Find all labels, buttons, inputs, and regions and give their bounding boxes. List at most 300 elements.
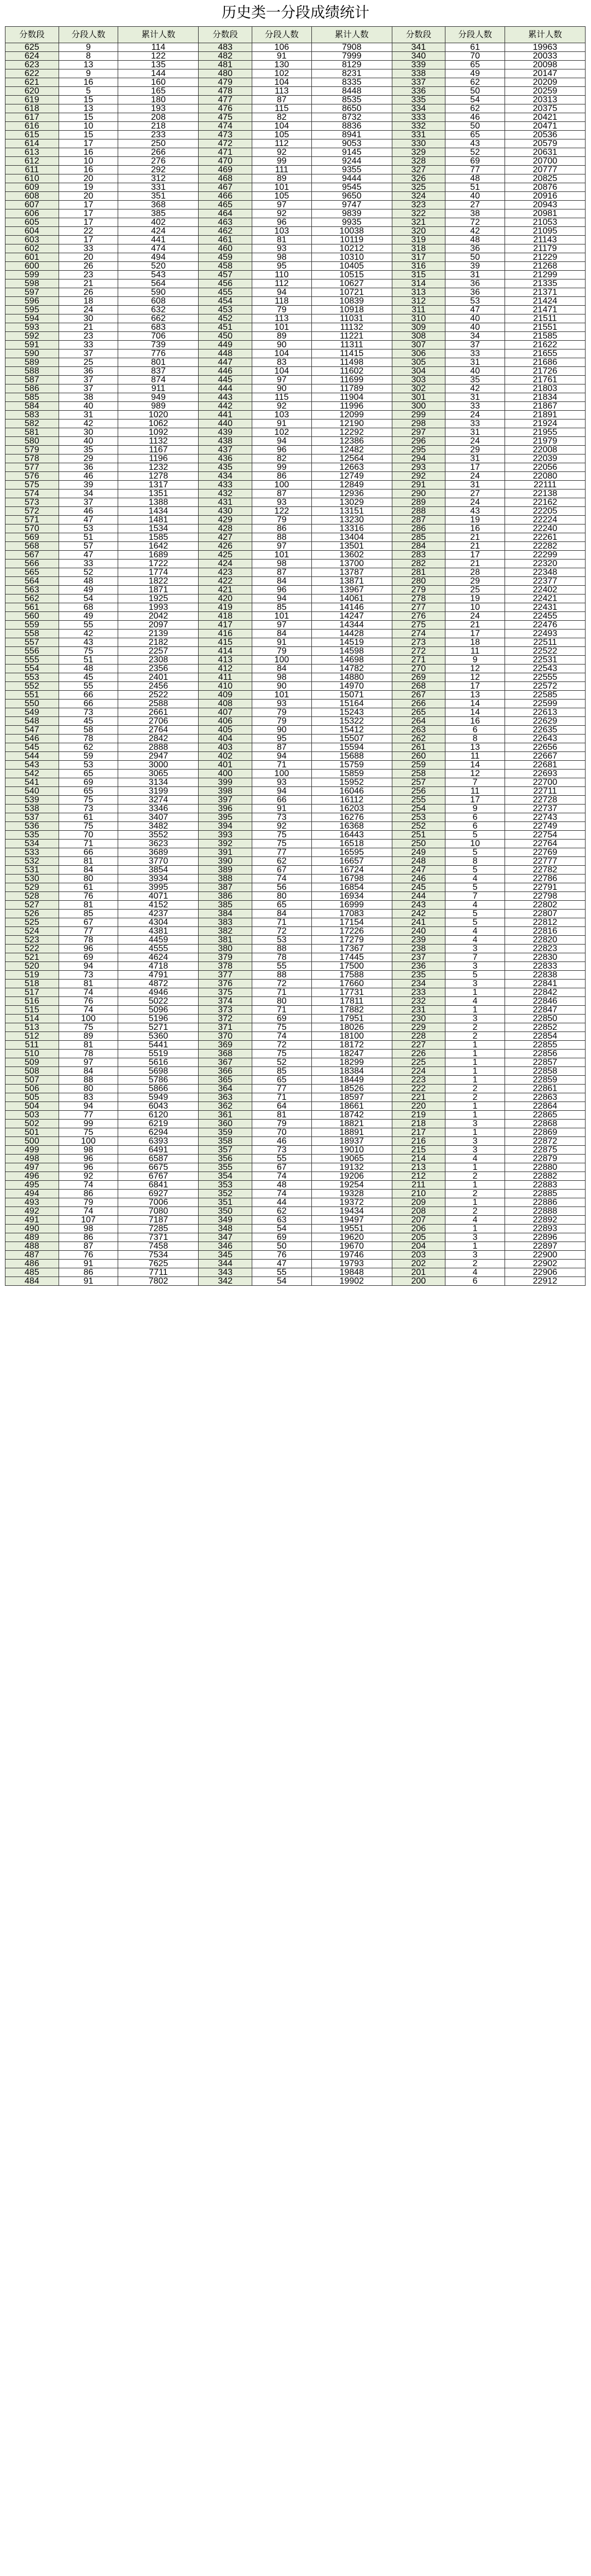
cumulative-cell: 331	[118, 183, 199, 192]
count-cell: 98	[59, 1146, 118, 1155]
count-cell: 62	[252, 1207, 311, 1216]
cumulative-cell: 706	[118, 332, 199, 341]
cumulative-cell: 12099	[311, 411, 392, 419]
count-cell: 64	[252, 1102, 311, 1111]
count-cell: 20	[59, 253, 118, 262]
score-cell: 449	[199, 341, 252, 349]
count-cell: 42	[445, 227, 505, 236]
score-cell: 412	[199, 665, 252, 673]
score-cell: 525	[5, 918, 59, 927]
count-cell: 73	[252, 813, 311, 822]
table-row	[5, 1041, 586, 1050]
score-cell: 587	[5, 376, 59, 384]
count-cell: 21	[445, 560, 505, 568]
count-cell: 16	[445, 717, 505, 726]
count-cell: 100	[252, 770, 311, 778]
table-row	[5, 560, 586, 568]
cumulative-cell: 22455	[505, 612, 586, 621]
count-cell: 115	[252, 104, 311, 113]
count-cell: 20	[59, 192, 118, 201]
score-cell: 291	[392, 481, 445, 489]
count-cell: 91	[59, 1260, 118, 1268]
cumulative-cell: 19010	[311, 1146, 392, 1155]
score-cell: 599	[5, 271, 59, 279]
score-cell: 353	[199, 1181, 252, 1190]
score-cell: 427	[199, 533, 252, 542]
cumulative-cell: 12190	[311, 419, 392, 428]
count-cell: 76	[252, 1251, 311, 1260]
cumulative-cell: 402	[118, 218, 199, 227]
count-cell: 3	[445, 980, 505, 988]
cumulative-cell: 9747	[311, 201, 392, 209]
score-cell: 577	[5, 463, 59, 472]
count-cell: 74	[59, 1006, 118, 1015]
cumulative-cell: 564	[118, 279, 199, 288]
count-cell: 77	[252, 1085, 311, 1093]
score-cell: 225	[392, 1058, 445, 1067]
count-cell: 91	[252, 52, 311, 61]
table-row	[5, 962, 586, 971]
cumulative-cell: 7187	[118, 1216, 199, 1225]
table-row	[5, 1155, 586, 1163]
count-cell: 105	[252, 192, 311, 201]
count-cell: 21	[445, 533, 505, 542]
cumulative-cell: 22886	[505, 1198, 586, 1207]
count-cell: 74	[59, 988, 118, 997]
cumulative-cell: 22892	[505, 1216, 586, 1225]
score-cell: 618	[5, 104, 59, 113]
score-cell: 286	[392, 524, 445, 533]
count-cell: 58	[59, 726, 118, 735]
score-cell: 379	[199, 953, 252, 962]
cumulative-cell: 20579	[505, 139, 586, 148]
cumulative-cell: 22572	[505, 682, 586, 691]
score-cell: 221	[392, 1093, 445, 1102]
count-cell: 5	[445, 866, 505, 875]
cumulative-cell: 1232	[118, 463, 199, 472]
cumulative-cell: 8650	[311, 104, 392, 113]
score-cell: 513	[5, 1023, 59, 1032]
score-cell: 570	[5, 524, 59, 533]
table-row	[5, 857, 586, 866]
count-cell: 94	[252, 595, 311, 603]
score-cell: 429	[199, 516, 252, 524]
score-cell: 257	[392, 778, 445, 787]
count-cell: 1	[445, 1041, 505, 1050]
header-count: 分段人数	[252, 27, 311, 43]
count-cell: 9	[445, 805, 505, 813]
count-cell: 87	[252, 96, 311, 104]
cumulative-cell: 19497	[311, 1216, 392, 1225]
table-row	[5, 1277, 586, 1286]
cumulative-cell: 10119	[311, 236, 392, 244]
score-cell: 619	[5, 96, 59, 104]
score-cell: 380	[199, 945, 252, 953]
cumulative-cell: 19902	[311, 1277, 392, 1286]
cumulative-cell: 2042	[118, 612, 199, 621]
cumulative-cell: 11904	[311, 393, 392, 402]
score-cell: 388	[199, 875, 252, 883]
count-cell: 42	[59, 419, 118, 428]
cumulative-cell: 20313	[505, 96, 586, 104]
count-cell: 93	[252, 244, 311, 253]
score-cell: 467	[199, 183, 252, 192]
count-cell: 96	[59, 1163, 118, 1172]
cumulative-cell: 15243	[311, 708, 392, 717]
score-cell: 553	[5, 673, 59, 682]
score-cell: 303	[392, 376, 445, 384]
count-cell: 61	[59, 883, 118, 892]
cumulative-cell: 21143	[505, 236, 586, 244]
score-cell: 350	[199, 1207, 252, 1216]
score-cell: 578	[5, 454, 59, 463]
score-cell: 493	[5, 1198, 59, 1207]
count-cell: 24	[445, 411, 505, 419]
cumulative-cell: 22711	[505, 787, 586, 796]
cumulative-cell: 5698	[118, 1067, 199, 1076]
score-cell: 267	[392, 691, 445, 700]
score-cell: 397	[199, 796, 252, 805]
score-cell: 270	[392, 665, 445, 673]
count-cell: 1	[445, 1006, 505, 1015]
count-cell: 31	[445, 454, 505, 463]
table-row	[5, 770, 586, 778]
cumulative-cell: 22700	[505, 778, 586, 787]
count-cell: 5	[59, 87, 118, 96]
cumulative-cell: 14247	[311, 612, 392, 621]
score-cell: 218	[392, 1120, 445, 1128]
count-cell: 79	[252, 717, 311, 726]
score-cell: 547	[5, 726, 59, 735]
score-cell: 232	[392, 997, 445, 1006]
score-cell: 367	[199, 1058, 252, 1067]
count-cell: 46	[445, 113, 505, 122]
cumulative-cell: 17660	[311, 980, 392, 988]
count-cell: 40	[445, 192, 505, 201]
count-cell: 2	[445, 1093, 505, 1102]
count-cell: 72	[252, 927, 311, 936]
cumulative-cell: 21424	[505, 297, 586, 306]
score-cell: 574	[5, 489, 59, 498]
cumulative-cell: 22056	[505, 463, 586, 472]
count-cell: 40	[59, 402, 118, 411]
count-cell: 100	[59, 1137, 118, 1146]
count-cell: 75	[252, 1023, 311, 1032]
count-cell: 1	[445, 1225, 505, 1233]
cumulative-cell: 20916	[505, 192, 586, 201]
cumulative-cell: 2456	[118, 682, 199, 691]
score-cell: 454	[199, 297, 252, 306]
cumulative-cell: 3552	[118, 831, 199, 840]
count-cell: 33	[59, 560, 118, 568]
count-cell: 86	[59, 1190, 118, 1198]
cumulative-cell: 351	[118, 192, 199, 201]
score-cell: 352	[199, 1190, 252, 1198]
cumulative-cell: 10310	[311, 253, 392, 262]
cumulative-cell: 17588	[311, 971, 392, 980]
count-cell: 98	[59, 1225, 118, 1233]
count-cell: 81	[59, 980, 118, 988]
count-cell: 84	[59, 1067, 118, 1076]
header-row	[5, 27, 586, 43]
score-cell: 274	[392, 630, 445, 638]
table-body	[5, 43, 586, 1286]
score-cell: 465	[199, 201, 252, 209]
score-cell: 487	[5, 1251, 59, 1260]
table-row	[5, 419, 586, 428]
cumulative-cell: 22857	[505, 1058, 586, 1067]
cumulative-cell: 10038	[311, 227, 392, 236]
count-cell: 86	[252, 524, 311, 533]
table-row	[5, 673, 586, 682]
cumulative-cell: 19746	[311, 1251, 392, 1260]
score-cell: 409	[199, 691, 252, 700]
score-cell: 498	[5, 1155, 59, 1163]
cumulative-cell: 20700	[505, 157, 586, 166]
count-cell: 19	[445, 516, 505, 524]
count-cell: 74	[59, 1207, 118, 1216]
score-cell: 346	[199, 1242, 252, 1251]
table-row	[5, 603, 586, 612]
score-cell: 264	[392, 717, 445, 726]
count-cell: 56	[252, 883, 311, 892]
cumulative-cell: 22816	[505, 927, 586, 936]
count-cell: 5	[445, 831, 505, 840]
table-row	[5, 1268, 586, 1277]
cumulative-cell: 22613	[505, 708, 586, 717]
cumulative-cell: 1351	[118, 489, 199, 498]
score-cell: 529	[5, 883, 59, 892]
count-cell: 14	[445, 708, 505, 717]
cumulative-cell: 22511	[505, 638, 586, 647]
count-cell: 69	[252, 1233, 311, 1242]
cumulative-cell: 18384	[311, 1067, 392, 1076]
cumulative-cell: 5271	[118, 1023, 199, 1032]
cumulative-cell: 8448	[311, 87, 392, 96]
count-cell: 4	[445, 1216, 505, 1225]
cumulative-cell: 18526	[311, 1085, 392, 1093]
cumulative-cell: 4381	[118, 927, 199, 936]
count-cell: 16	[445, 524, 505, 533]
cumulative-cell: 160	[118, 78, 199, 87]
count-cell: 1	[445, 1058, 505, 1067]
score-cell: 440	[199, 419, 252, 428]
count-cell: 100	[252, 481, 311, 489]
score-cell: 530	[5, 875, 59, 883]
score-cell: 594	[5, 314, 59, 323]
cumulative-cell: 16724	[311, 866, 392, 875]
score-cell: 555	[5, 656, 59, 665]
score-cell: 585	[5, 393, 59, 402]
score-cell: 488	[5, 1242, 59, 1251]
count-cell: 2	[445, 1032, 505, 1041]
score-cell: 549	[5, 708, 59, 717]
cumulative-cell: 6927	[118, 1190, 199, 1198]
table-row	[5, 883, 586, 892]
count-cell: 78	[252, 953, 311, 962]
count-cell: 1	[445, 1163, 505, 1172]
score-cell: 572	[5, 507, 59, 516]
score-cell: 497	[5, 1163, 59, 1172]
score-cell: 616	[5, 122, 59, 131]
cumulative-cell: 6043	[118, 1102, 199, 1111]
count-cell: 84	[252, 665, 311, 673]
cumulative-cell: 22681	[505, 761, 586, 770]
cumulative-cell: 20777	[505, 166, 586, 174]
cumulative-cell: 2888	[118, 743, 199, 752]
cumulative-cell: 22769	[505, 848, 586, 857]
count-cell: 67	[252, 1163, 311, 1172]
count-cell: 4	[445, 901, 505, 910]
cumulative-cell: 16046	[311, 787, 392, 796]
cumulative-cell: 4071	[118, 892, 199, 901]
count-cell: 66	[59, 848, 118, 857]
count-cell: 104	[252, 349, 311, 358]
count-cell: 4	[445, 1155, 505, 1163]
score-cell: 234	[392, 980, 445, 988]
cumulative-cell: 7371	[118, 1233, 199, 1242]
score-cell: 436	[199, 454, 252, 463]
cumulative-cell: 22852	[505, 1023, 586, 1032]
score-cell: 365	[199, 1076, 252, 1085]
count-cell: 39	[59, 481, 118, 489]
cumulative-cell: 3854	[118, 866, 199, 875]
count-cell: 93	[252, 498, 311, 507]
cumulative-cell: 385	[118, 209, 199, 218]
count-cell: 52	[445, 148, 505, 157]
cumulative-cell: 22111	[505, 481, 586, 489]
cumulative-cell: 22531	[505, 656, 586, 665]
table-row	[5, 953, 586, 962]
count-cell: 29	[445, 446, 505, 454]
cumulative-cell: 22830	[505, 953, 586, 962]
count-cell: 22	[59, 227, 118, 236]
table-row	[5, 621, 586, 630]
count-cell: 13	[445, 743, 505, 752]
cumulative-cell: 20147	[505, 69, 586, 78]
cumulative-cell: 16854	[311, 883, 392, 892]
score-cell: 384	[199, 910, 252, 918]
score-cell: 393	[199, 831, 252, 840]
score-cell: 297	[392, 428, 445, 437]
score-cell: 304	[392, 367, 445, 376]
score-cell: 459	[199, 253, 252, 262]
cumulative-cell: 3934	[118, 875, 199, 883]
score-cell: 405	[199, 726, 252, 735]
cumulative-cell: 3770	[118, 857, 199, 866]
count-cell: 100	[252, 656, 311, 665]
score-cell: 571	[5, 516, 59, 524]
cumulative-cell: 21299	[505, 271, 586, 279]
score-cell: 537	[5, 813, 59, 822]
cumulative-cell: 6491	[118, 1146, 199, 1155]
cumulative-cell: 7006	[118, 1198, 199, 1207]
count-cell: 17	[59, 209, 118, 218]
score-cell: 422	[199, 577, 252, 586]
score-cell: 509	[5, 1058, 59, 1067]
score-cell: 462	[199, 227, 252, 236]
score-cell: 356	[199, 1155, 252, 1163]
table-row	[5, 787, 586, 796]
cumulative-cell: 12936	[311, 489, 392, 498]
cumulative-cell: 21551	[505, 323, 586, 332]
cumulative-cell: 22820	[505, 936, 586, 945]
score-cell: 363	[199, 1093, 252, 1102]
cumulative-cell: 16798	[311, 875, 392, 883]
count-cell: 88	[252, 971, 311, 980]
cumulative-cell: 20033	[505, 52, 586, 61]
count-cell: 21	[59, 323, 118, 332]
cumulative-cell: 22807	[505, 910, 586, 918]
count-cell: 51	[445, 183, 505, 192]
score-cell: 566	[5, 560, 59, 568]
cumulative-cell: 1993	[118, 603, 199, 612]
cumulative-cell: 22798	[505, 892, 586, 901]
score-cell: 597	[5, 288, 59, 297]
score-cell: 231	[392, 1006, 445, 1015]
cumulative-cell: 20631	[505, 148, 586, 157]
cumulative-cell: 4459	[118, 936, 199, 945]
count-cell: 62	[445, 78, 505, 87]
score-cell: 420	[199, 595, 252, 603]
score-cell: 476	[199, 104, 252, 113]
score-cell: 336	[392, 87, 445, 96]
cumulative-cell: 20536	[505, 131, 586, 139]
count-cell: 1	[445, 1181, 505, 1190]
score-cell: 478	[199, 87, 252, 96]
count-cell: 78	[59, 1050, 118, 1058]
table-row	[5, 901, 586, 910]
count-cell: 90	[252, 341, 311, 349]
score-cell: 316	[392, 262, 445, 271]
cumulative-cell: 4872	[118, 980, 199, 988]
cumulative-cell: 6294	[118, 1128, 199, 1137]
count-cell: 68	[59, 603, 118, 612]
table-row	[5, 875, 586, 883]
score-cell: 538	[5, 805, 59, 813]
cumulative-cell: 7711	[118, 1268, 199, 1277]
cumulative-cell: 18172	[311, 1041, 392, 1050]
count-cell: 6	[445, 1277, 505, 1286]
count-cell: 5	[445, 848, 505, 857]
score-cell: 456	[199, 279, 252, 288]
cumulative-cell: 22777	[505, 857, 586, 866]
count-cell: 24	[445, 498, 505, 507]
table-row	[5, 393, 586, 402]
count-cell: 50	[445, 253, 505, 262]
cumulative-cell: 2661	[118, 708, 199, 717]
count-cell: 118	[252, 297, 311, 306]
cumulative-cell: 13501	[311, 542, 392, 551]
score-cell: 341	[392, 43, 445, 52]
score-cell: 452	[199, 314, 252, 323]
cumulative-cell: 21867	[505, 402, 586, 411]
cumulative-cell: 16203	[311, 805, 392, 813]
count-cell: 71	[252, 1006, 311, 1015]
count-cell: 84	[252, 577, 311, 586]
score-cell: 248	[392, 857, 445, 866]
table-row	[5, 183, 586, 192]
cumulative-cell: 2588	[118, 700, 199, 708]
table-row	[5, 542, 586, 551]
table-row	[5, 945, 586, 953]
table-row	[5, 131, 586, 139]
score-cell: 212	[392, 1172, 445, 1181]
table-row	[5, 323, 586, 332]
cumulative-cell: 20825	[505, 174, 586, 183]
cumulative-cell: 165	[118, 87, 199, 96]
score-cell: 200	[392, 1277, 445, 1286]
